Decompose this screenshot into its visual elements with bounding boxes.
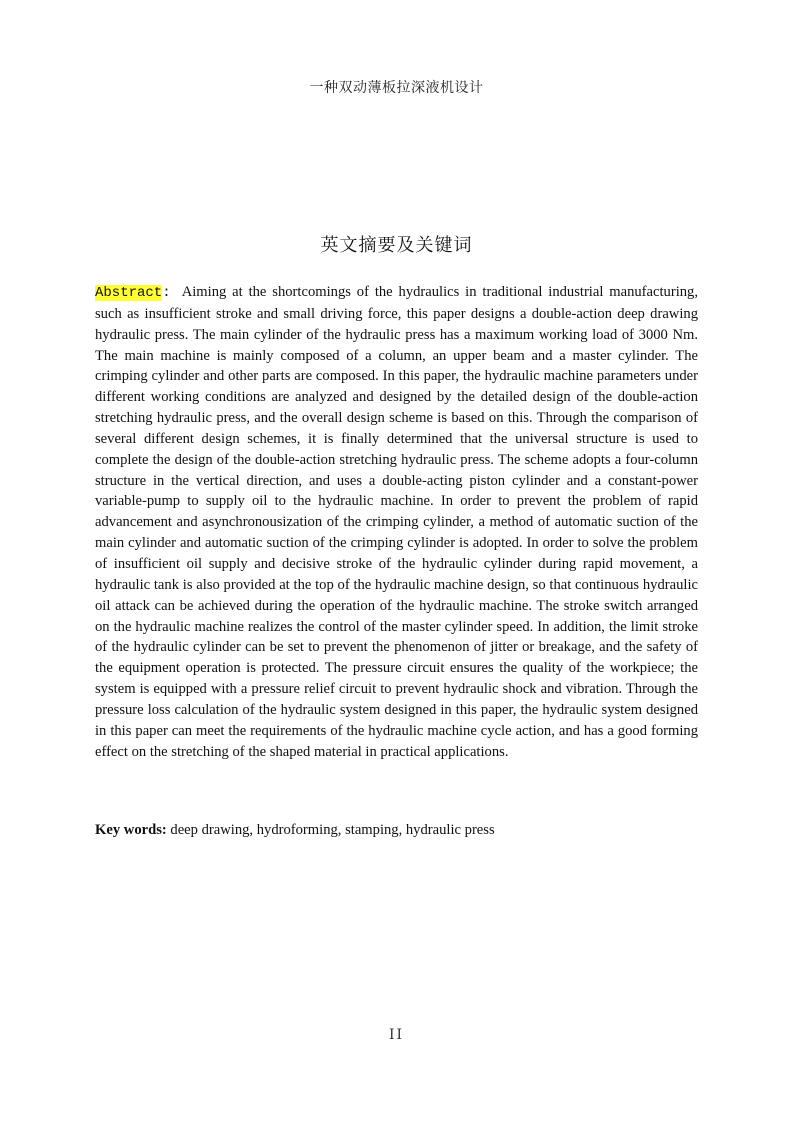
abstract-colon: : [162, 285, 171, 301]
abstract-label: Abstract [95, 285, 163, 301]
running-header-title: 一种双动薄板拉深液机设计 [309, 80, 484, 96]
page-number: II [388, 1027, 405, 1043]
keywords-paragraph [95, 820, 698, 841]
section-title: 英文摘要及关键词 [320, 235, 473, 256]
abstract-paragraph [95, 282, 698, 762]
keywords-label: Key words: [95, 822, 167, 838]
keywords-text: deep drawing, hydroforming, stamping, hydraulic press [170, 822, 495, 838]
abstract-text: Aiming at the shortcomings of the hydraulics in traditional industrial manufacturing, such as insufficient stroke and small driving force, this paper designs a double-action deep drawing hydraulic press. The main cylinder of the hydraulic press has a maximum working load of 3000 Nm. The main machine is mainly composed of a column, an upper beam and a master cylinder. The crimping cylinder and other parts are composed. In this paper, the hydraulic machine parameters under different working conditions are analyzed and designed by the detailed design of the double-action stretching hydraulic press, and the overall design scheme is based on this. Through the comparison of several different design schemes, it is finally determined that the universal structure is used to complete the design of the double-action stretching hydraulic press. The scheme adopts a four-column structure in the vertical direction, and uses a double-acting piston cylinder and a constant-power variable-pump to supply oil to the hydraulic machine. In order to prevent the problem of rapid advancement and asynchronousization of the crimping cylinder, a method of automatic suction of the main cylinder and automatic suction of the crimping cylinder is adopted. In order to solve the problem of insufficient oil supply and decisive stroke of the hydraulic cylinder during rapid movement, a hydraulic tank is also provided at the top of the hydraulic machine design, so that continuous hydraulic oil attack can be achieved during the operation of the hydraulic machine. The stroke switch arranged on the hydraulic machine realizes the control of the master cylinder speed. In addition, the limit stroke of the hydraulic cylinder can be set to prevent the phenomenon of jitter or breakage, and the safety of the equipment operation is protected. The pressure circuit ensures the quality of the workpiece; the system is equipped with a pressure relief circuit to prevent hydraulic shock and vibration. Through the pressure loss calculation of the hydraulic system designed in this paper, the hydraulic system designed in this paper can meet the requirements of the hydraulic machine cycle action, and has a good forming effect on the stretching of the shaped material in practical applications. [95, 284, 699, 760]
